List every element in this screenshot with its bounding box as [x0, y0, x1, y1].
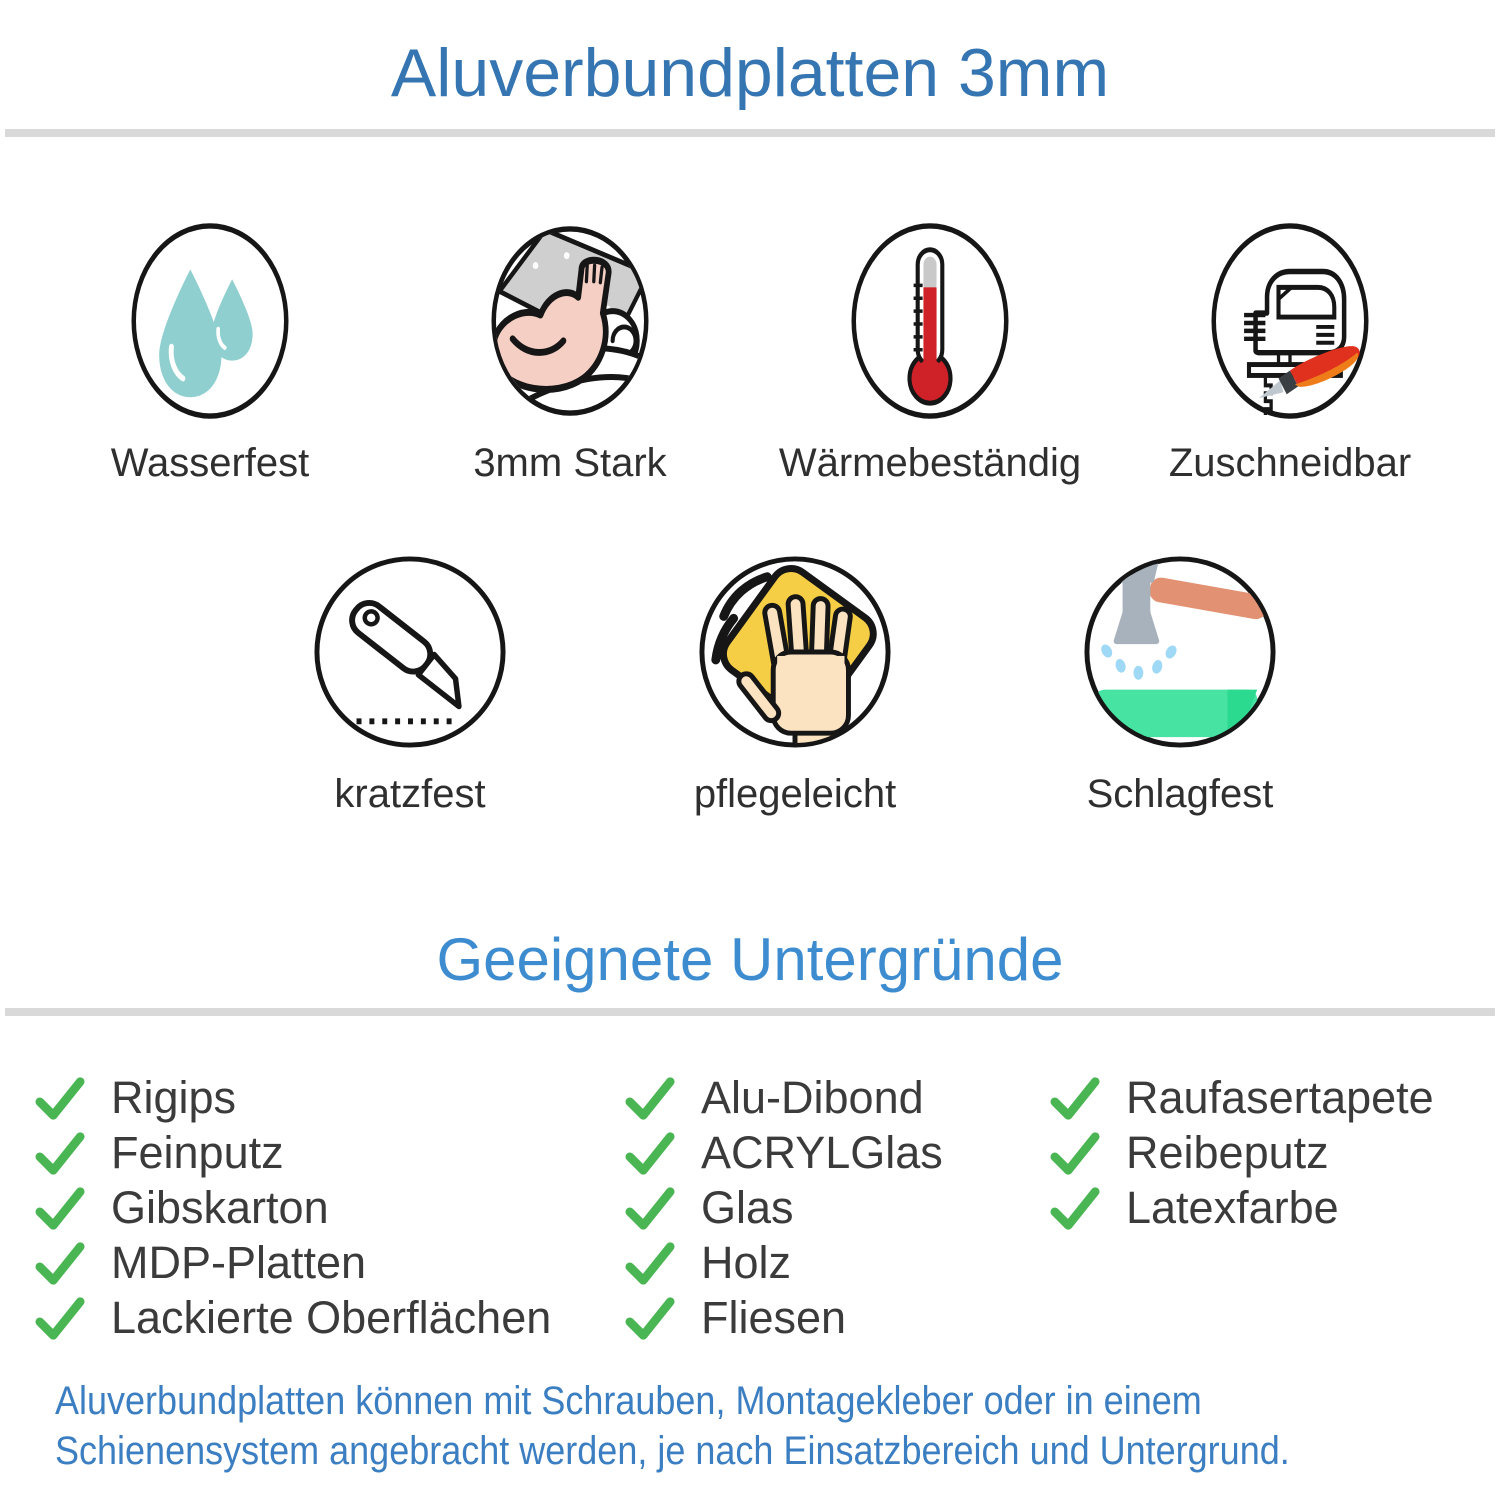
- checkmark-icon: [1050, 1073, 1100, 1123]
- list-item-label: MDP-Platten: [111, 1236, 367, 1288]
- checkmark-icon: [625, 1073, 675, 1123]
- mounting-note-line-1: Aluverbundplatten können mit Schrauben, Montagekleber oder in einem: [55, 1379, 1202, 1423]
- feature-label: 3mm Stark: [473, 441, 667, 485]
- feature-schlagfest: [1015, 553, 1345, 817]
- checkmark-icon: [625, 1238, 675, 1288]
- list-item-label: Latexfarbe: [1126, 1181, 1339, 1233]
- list-item: [625, 1180, 1050, 1235]
- list-item: [625, 1125, 1050, 1180]
- checklist-column-3: [1050, 1062, 1470, 1345]
- checklist-column-1: [35, 1062, 625, 1345]
- feature-label: Wärmebeständig: [778, 441, 1082, 485]
- jigsaw-cutter-icon: [1208, 222, 1372, 420]
- list-item: [1050, 1070, 1470, 1125]
- water-drops-icon: [128, 222, 292, 420]
- feature-label: Schlagfest: [1086, 772, 1274, 816]
- page-title: Aluverbundplatten 3mm: [390, 35, 1110, 111]
- checkmark-icon: [1050, 1183, 1100, 1233]
- list-item-label: Holz: [701, 1236, 792, 1288]
- divider-line-top: [5, 129, 1495, 137]
- mounting-note: [55, 1376, 1315, 1476]
- feature-row-1: [0, 222, 1500, 486]
- divider-line-middle: [5, 1008, 1495, 1016]
- feature-3mm-stark: [405, 222, 735, 486]
- thermometer-icon: [848, 222, 1012, 420]
- list-item-label: Feinputz: [111, 1126, 284, 1178]
- list-item: [35, 1235, 625, 1290]
- list-item: [35, 1290, 625, 1345]
- substrate-checklist: [35, 1062, 1475, 1345]
- list-item-label: Raufasertapete: [1126, 1071, 1434, 1123]
- feature-label: Zuschneidbar: [1168, 441, 1412, 485]
- hammer-impact-icon: [1081, 553, 1279, 751]
- list-item: [625, 1235, 1050, 1290]
- list-item-label: Gibskarton: [111, 1181, 329, 1233]
- list-item-label: Lackierte Oberflächen: [111, 1291, 552, 1343]
- list-item: [35, 1125, 625, 1180]
- checkmark-icon: [625, 1183, 675, 1233]
- checkmark-icon: [35, 1128, 85, 1178]
- feature-kratzfest: [245, 553, 575, 817]
- muscle-arm-panel-icon: [488, 222, 652, 420]
- feature-label: pflegeleicht: [693, 772, 897, 816]
- list-item: [35, 1180, 625, 1235]
- feature-waermebestaendig: [765, 222, 1095, 486]
- utility-knife-icon: [311, 553, 509, 751]
- hand-wipe-cloth-icon: [696, 553, 894, 751]
- checkmark-icon: [35, 1238, 85, 1288]
- feature-pflegeleicht: [630, 553, 960, 817]
- feature-zuschneidbar: [1125, 222, 1455, 486]
- list-item-label: ACRYLGlas: [701, 1126, 943, 1178]
- mounting-note-line-2: Schienensystem angebracht werden, je nach Einsatzbereich und Untergrund.: [55, 1429, 1290, 1473]
- list-item-label: Alu-Dibond: [701, 1071, 924, 1123]
- list-item-label: Glas: [701, 1181, 794, 1233]
- checkmark-icon: [625, 1293, 675, 1343]
- list-item-label: Fliesen: [701, 1291, 847, 1343]
- checkmark-icon: [35, 1293, 85, 1343]
- feature-wasserfest: [45, 222, 375, 486]
- feature-row-2: [0, 553, 1500, 817]
- feature-label: Wasserfest: [110, 441, 310, 485]
- list-item: [625, 1070, 1050, 1125]
- list-item: [35, 1070, 625, 1125]
- checklist-column-2: [625, 1062, 1050, 1345]
- list-item: [1050, 1125, 1470, 1180]
- list-item: [1050, 1180, 1470, 1235]
- list-item-label: Reibeputz: [1126, 1126, 1329, 1178]
- list-item: [625, 1290, 1050, 1345]
- section-title-untergruende: Geeignete Untergründe: [436, 926, 1064, 993]
- checkmark-icon: [35, 1073, 85, 1123]
- feature-label: kratzfest: [334, 772, 486, 816]
- list-item-label: Rigips: [111, 1071, 237, 1123]
- checkmark-icon: [625, 1128, 675, 1178]
- checkmark-icon: [35, 1183, 85, 1233]
- checkmark-icon: [1050, 1128, 1100, 1178]
